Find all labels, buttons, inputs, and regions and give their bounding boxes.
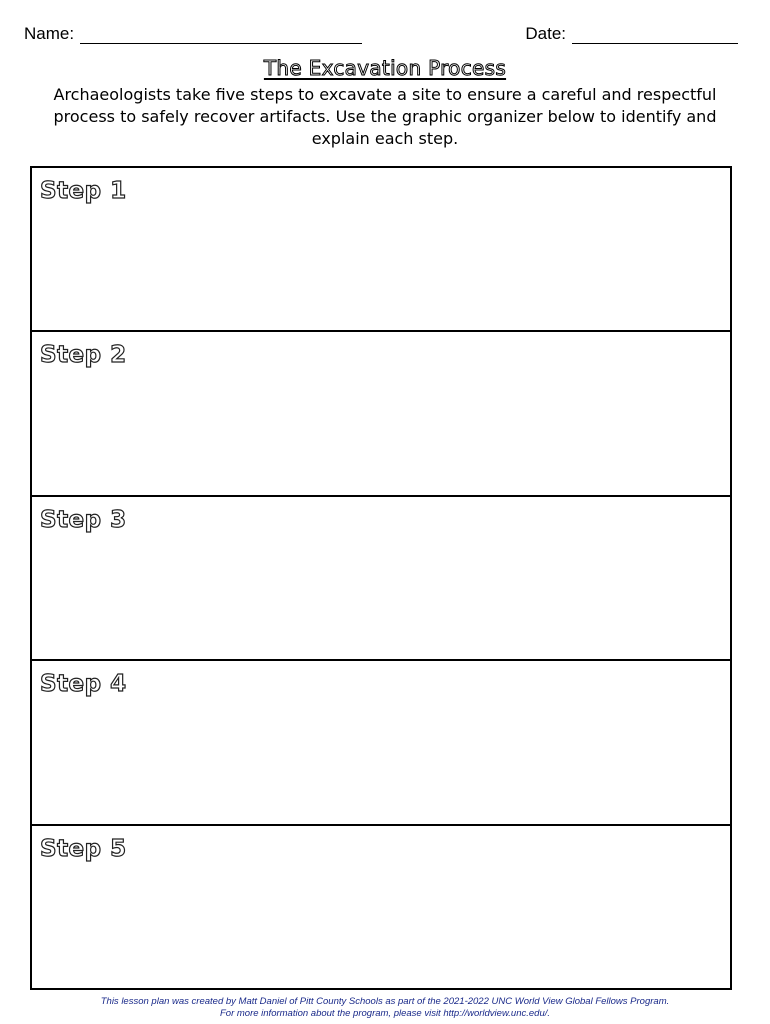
worksheet-title: The Excavation Process <box>263 56 507 80</box>
step-label: Step 1 <box>40 178 127 204</box>
footer-line-1: This lesson plan was created by Matt Daniel of Pitt County Schools as part of the 2021-2022 UNC World View Global Fellows Program. <box>100 996 670 1007</box>
date-input-line[interactable] <box>572 25 738 44</box>
step-box-1 <box>32 168 730 332</box>
step-label: Step 3 <box>40 506 127 533</box>
instructions-text: Archaeologists take five steps to excavate a site to ensure a careful and respectful process to safely recover artifacts. Use the graphic organizer below to identify and explain each step. <box>53 85 717 148</box>
header-row <box>24 24 738 48</box>
footer-line-2: For more information about the program, please visit http://worldview.unc.edu/. <box>219 1008 551 1019</box>
step-box-4 <box>32 661 730 825</box>
step-answer-area-1[interactable] <box>40 212 722 322</box>
name-label: Name: <box>24 24 75 43</box>
step-answer-area-5[interactable] <box>40 870 722 980</box>
date-field <box>525 24 738 44</box>
date-label: Date: <box>525 24 566 43</box>
footer-credit <box>0 996 770 1020</box>
name-input-line[interactable] <box>80 25 362 44</box>
step-box-3 <box>32 497 730 661</box>
graphic-organizer <box>30 166 732 990</box>
step-box-2 <box>32 332 730 496</box>
step-label: Step 4 <box>40 671 127 698</box>
step-answer-area-4[interactable] <box>40 705 722 815</box>
step-answer-area-2[interactable] <box>40 376 722 486</box>
name-field <box>24 24 362 44</box>
step-answer-area-3[interactable] <box>40 541 722 651</box>
step-label: Step 2 <box>40 342 127 369</box>
step-box-5 <box>32 826 730 988</box>
step-label: Step 5 <box>40 835 127 862</box>
